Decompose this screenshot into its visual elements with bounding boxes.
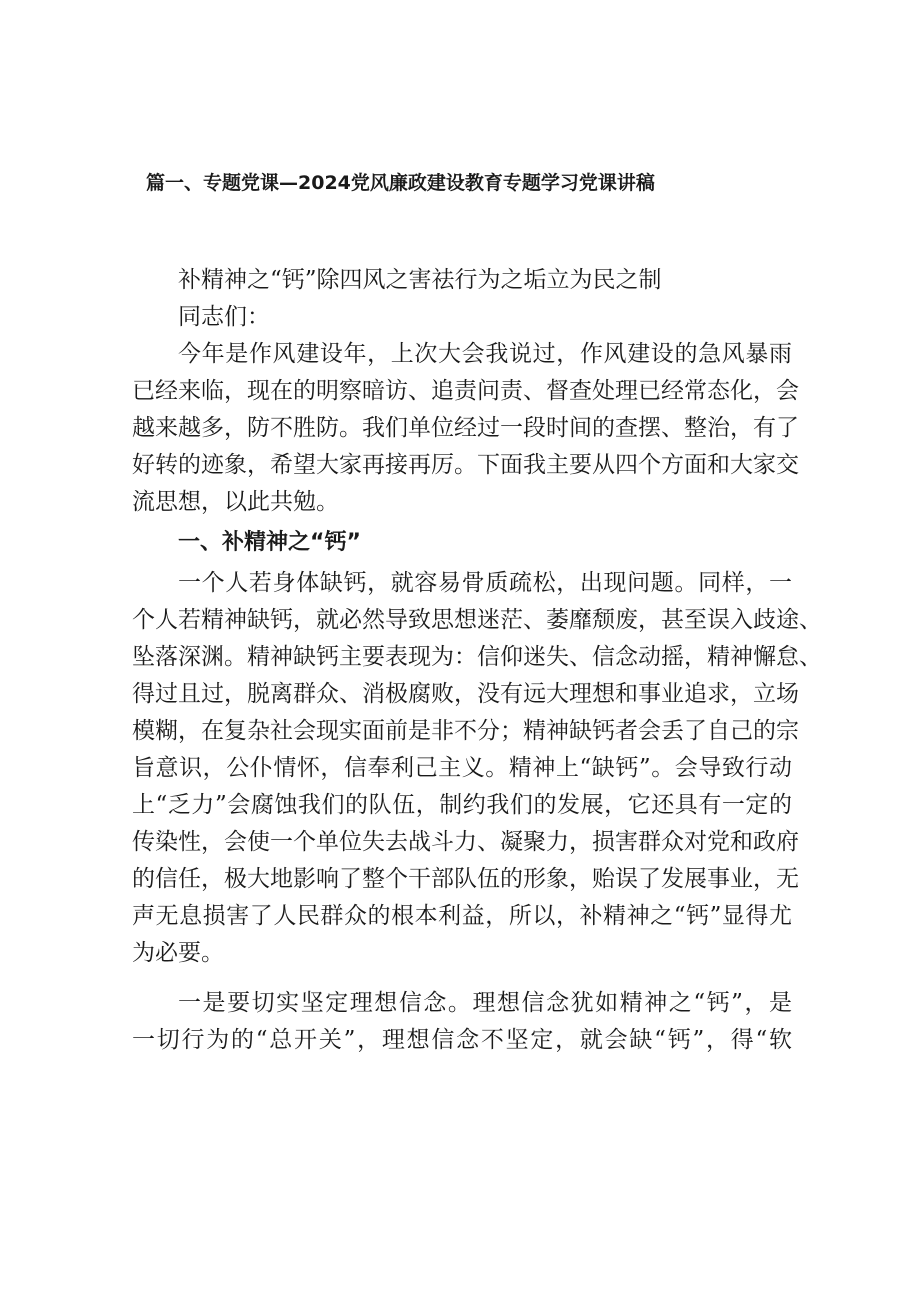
section1-paragraph bbox=[132, 565, 822, 972]
paragraph-gap bbox=[132, 972, 792, 985]
paragraph-line: 越来越多，防不胜防。我们单位经过一段时间的查摆、整治，有了 bbox=[132, 415, 799, 441]
paragraph-line: 一是要切实坚定理想信念。理想信念犹如精神之“钙”，是 bbox=[178, 990, 792, 1016]
paragraph-line: 为必要。 bbox=[132, 940, 224, 966]
section-heading: 一、补精神之“钙” bbox=[178, 530, 361, 555]
salutation: 同志们： bbox=[178, 304, 270, 330]
paragraph-line: 模糊，在复杂社会现实面前是非不分；精神缺钙者会丢了自己的宗 bbox=[132, 718, 799, 744]
paragraph-line: 上“乏力”会腐蚀我们的队伍，制约我们的发展，它还具有一定的 bbox=[132, 792, 792, 818]
paragraph-line: 今年是作风建设年，上次大会我说过，作风建设的急风暴雨 bbox=[178, 341, 792, 367]
paragraph-line: 好转的迹象，希望大家再接再厉。下面我主要从四个方面和大家交 bbox=[132, 452, 799, 478]
point1-paragraph bbox=[132, 985, 792, 1059]
paragraph-line: 一个人若身体缺钙，就容易骨质疏松，出现问题。同样，一 bbox=[178, 570, 792, 596]
document-body bbox=[132, 262, 822, 1059]
document-title: 篇一、专题党课—2024党风廉政建设教育专题学习党课讲稿 bbox=[146, 172, 655, 194]
paragraph-line: 声无息损害了人民群众的根本利益，所以，补精神之“钙”显得尤 bbox=[132, 903, 792, 929]
paragraph-line: 已经来临，现在的明察暗访、追责问责、督查处理已经常态化，会 bbox=[132, 378, 799, 404]
intro-paragraph bbox=[132, 336, 799, 521]
paragraph-line: 的信任，极大地影响了整个干部队伍的形象，贻误了发展事业，无 bbox=[132, 866, 799, 892]
paragraph-line: 个人若精神缺钙，就必然导致思想迷茫、萎靡颓废，甚至误入歧途、 bbox=[132, 607, 822, 633]
paragraph-line: 一切行为的“总开关”，理想信念不坚定，就会缺“钙”，得“软 bbox=[132, 1027, 792, 1053]
paragraph-line: 流思想，以此共勉。 bbox=[132, 489, 339, 515]
paragraph-line: 坠落深渊。精神缺钙主要表现为：信仰迷失、信念动摇，精神懈怠、 bbox=[132, 644, 822, 670]
paragraph-line: 得过且过，脱离群众、消极腐败，没有远大理想和事业追求，立场 bbox=[132, 681, 799, 707]
paragraph-line: 传染性，会使一个单位失去战斗力、凝聚力，损害群众对党和政府 bbox=[132, 829, 799, 855]
speech-subtitle: 补精神之“钙”除四风之害祛行为之垢立为民之制 bbox=[178, 267, 662, 293]
paragraph-line: 旨意识，公仆情怀，信奉利己主义。精神上“缺钙”。会导致行动 bbox=[132, 755, 792, 781]
